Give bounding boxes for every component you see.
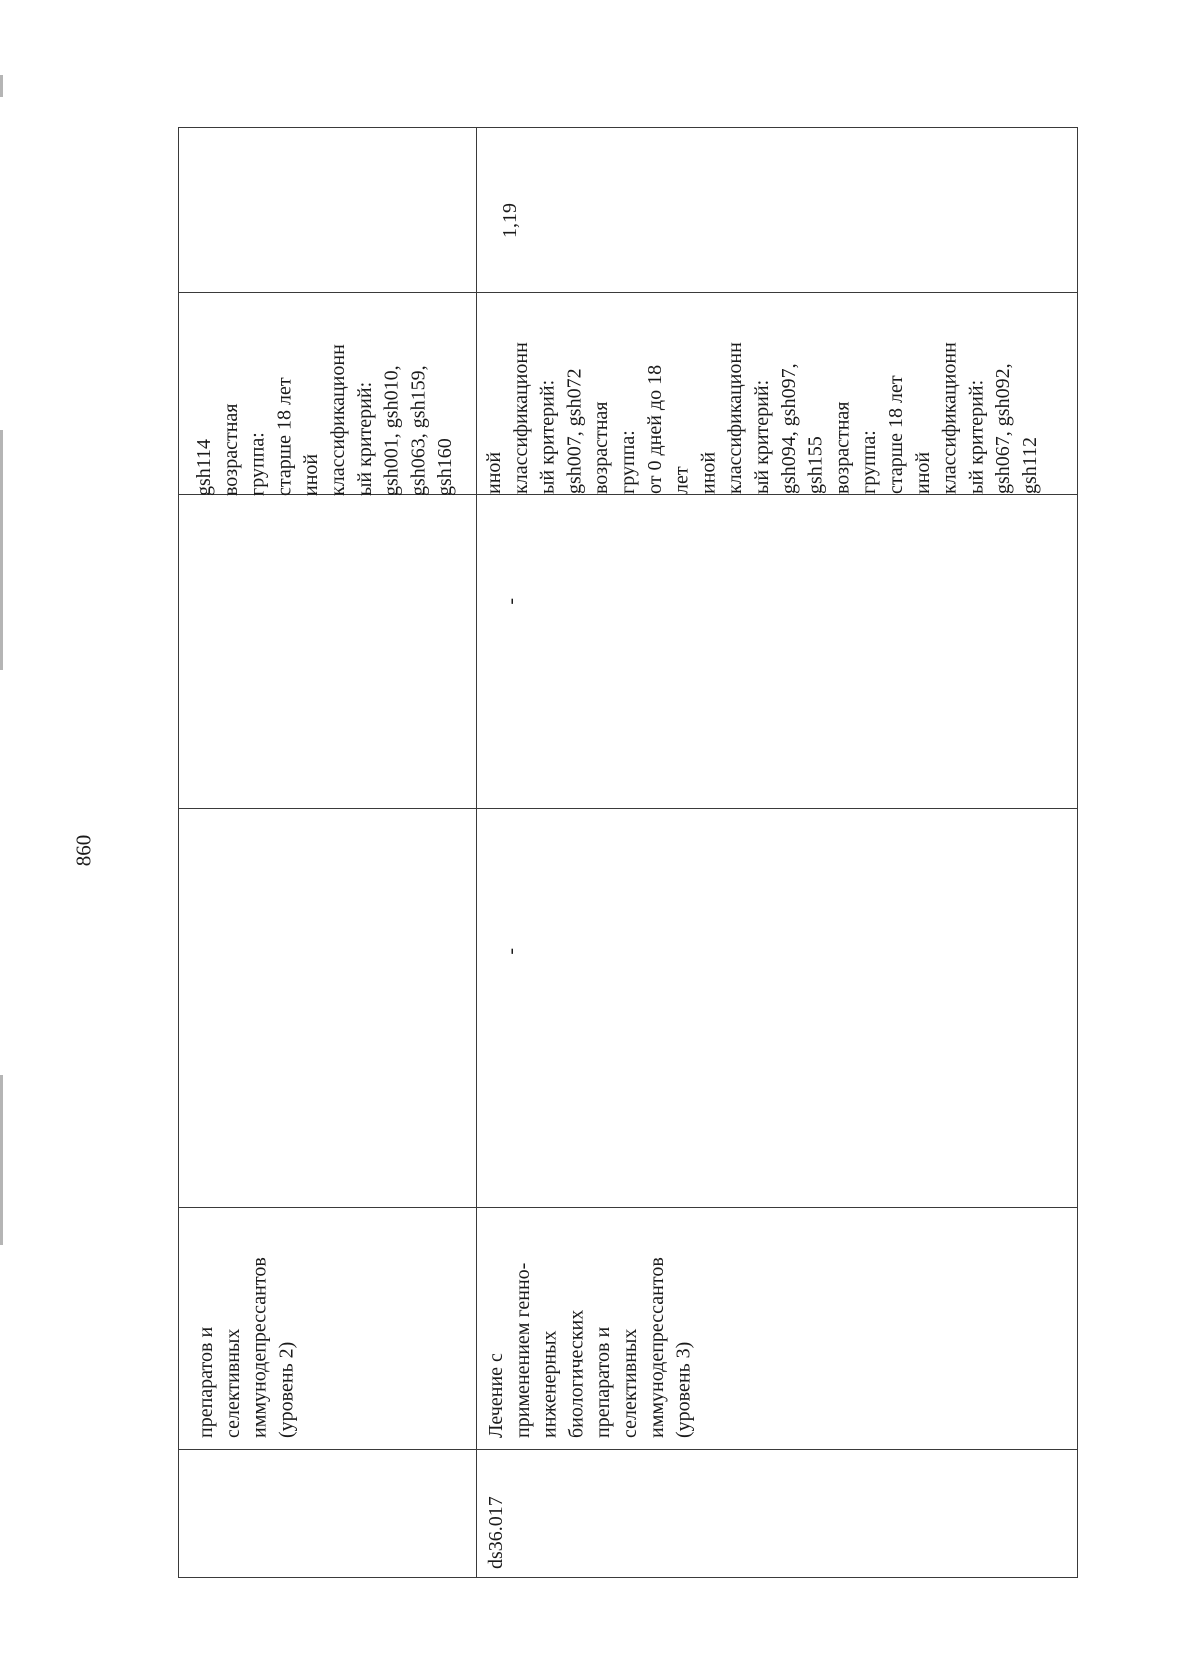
criteria-line: gsh112 [1018,436,1041,494]
page-number: 860 [71,834,96,866]
criteria-line: gsh001, gsh010, [380,365,403,496]
row-divider [476,128,477,1577]
criteria-line: gsh063, gsh159, [407,365,430,496]
row1-name-cell [193,1148,300,1438]
criteria-line: старше 18 лет [884,375,907,494]
criteria-line: возрастная [219,403,242,496]
criteria-line: gsh094, gsh097, [777,363,800,494]
scan-edge-mark [0,430,3,670]
criteria-line: группа: [246,432,269,496]
row2-name-cell [483,1146,697,1438]
name-line: применением генно- [511,1262,534,1438]
criteria-line: gsh067, gsh092, [992,363,1015,494]
column-divider [179,292,1077,293]
name-line: (уровень 2) [275,1341,298,1438]
tariff-table [178,127,1078,1578]
criteria-line: gsh160 [434,438,457,496]
criteria-line: классификационн [938,342,961,494]
name-line: (уровень 3) [672,1341,695,1438]
criteria-line: группа: [858,430,881,494]
row1-criteria-cell [191,300,459,496]
column-divider [179,808,1077,809]
name-line: инженерных [538,1330,561,1438]
criteria-line: классификационн [326,344,349,496]
name-line: биологических [565,1309,588,1438]
criteria-line: иной [483,451,505,494]
criteria-line: ый критерий: [536,379,559,494]
criteria-line: возрастная [831,401,854,494]
name-line: селективных [618,1328,641,1438]
criteria-line: gsh114 [193,438,215,496]
name-line: препаратов и [195,1326,217,1438]
name-line: селективных [221,1328,244,1438]
row2-criteria-cell [481,298,1044,494]
criteria-line: gsh155 [804,436,827,494]
criteria-line: группа: [616,430,639,494]
criteria-line: gsh007, gsh072 [563,368,586,494]
row2-col4-dash: - [500,598,522,605]
scan-edge-mark [0,1075,3,1245]
row2-col3-dash: - [500,948,522,955]
criteria-line: иной [911,451,934,494]
criteria-line: от 0 дней до 18 [643,364,666,494]
criteria-line: лет [670,466,693,494]
name-line: иммунодепрессантов [248,1257,271,1438]
scan-edge-mark [0,75,3,97]
criteria-line: ый критерий: [750,379,773,494]
criteria-line: иной [300,453,323,496]
criteria-line: ый критерий: [353,381,376,496]
criteria-line: иной [697,451,720,494]
row2-coefficient-cell: 1,19 [499,203,521,238]
criteria-line: классификационн [724,342,747,494]
criteria-line: возрастная [590,401,613,494]
name-line: Лечение с [485,1353,507,1438]
criteria-line: старше 18 лет [273,377,296,496]
row2-code-cell: ds36.017 [485,1496,507,1569]
column-divider [179,1449,1077,1450]
criteria-line: классификационн [509,342,532,494]
name-line: препаратов и [592,1326,615,1438]
name-line: иммунодепрессантов [645,1257,668,1438]
criteria-line: ый критерий: [965,379,988,494]
